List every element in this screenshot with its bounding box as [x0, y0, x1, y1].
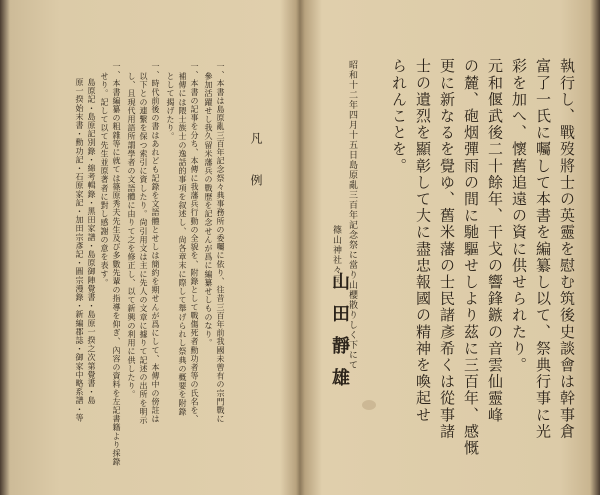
note-line-6: 一、時代前後の書はあれども記錄を文語體とせしは簡約を期せんが爲にして、本傳中の傍註は	[151, 62, 160, 424]
body-line-4: 元和偃武後二十餘年、干戈の響鋒鏃の音雲仙靈峰	[486, 58, 504, 424]
body-line-5: の麓、砲烟彈雨の間に馳驅せしより茲に三百年、感慨	[462, 58, 480, 457]
page-heading: 凡例	[249, 132, 263, 216]
note-line-3: 一、本書の記事を分ち、本傳に我藩兵行動の全貌を、附錄として戰傷死者勳功者等の氏名を、	[190, 62, 199, 424]
note-line-2: 參加活躍せし我久留米藩兵の戰歷を記念せんが爲に編纂せしものなり。	[204, 72, 213, 348]
body-line-7: 士の遺烈を顯彰して大に盡忠報國の精神を喚起せ	[414, 58, 432, 424]
note-line-5: として揭げたり。	[166, 72, 175, 141]
note-line-9: 一、本書編纂の粗雜等に就ては篠原秀夫先生及び多數先輩の指導を仰ぎ、內容の資料を左記書籍より採錄	[112, 62, 121, 467]
note-line-8: し、且現代用語所謂學者の文語體に由りて之を修正し、以て新興の利用に供したり。	[127, 72, 136, 399]
note-line-4: 補傳には隈士族士の逸話的事項を叙述し、尙各章末に際して舉げられし祭典の概要を附錄	[178, 72, 187, 416]
note-line-1: 一、本書は島原亂三百年記念祭々典事務所の委囑に依り、往昔三百年前我國未曾有の宗門戰に	[216, 62, 225, 424]
body-line-1: 執行し、戰歿將士の英靈を慰む筑後史談會は幹事倉	[558, 58, 576, 440]
right-page	[302, 0, 600, 495]
date-line: 昭和十二年四月十五日島原亂三百年記念祭に當り山櫻散りしく下にて	[347, 60, 357, 370]
body-line-2: 富了一氏に囑して本書を編纂し以て、祭典行事に光	[534, 58, 552, 440]
note-line-10: せり。記して以て先生並原著者に對し感謝の意を表す。	[100, 72, 109, 287]
body-line-8: られんことを。	[390, 58, 408, 175]
note-line-11: 島原記・島原記別錄・綿考輯錄・黑田家譜・島原御陣覺書・島原一揆之次第覺書・島	[87, 78, 96, 405]
signature: 山田靜雄	[329, 272, 350, 400]
body-line-6: 更に新なるを覺ゆ、舊米藩の士民諸彥希くは從事諸	[438, 58, 456, 440]
left-page	[0, 0, 298, 495]
note-line-12: 原一揆始末書・勳功記・石原家記・加田宗彥記・圓宗漫錄・新編郡誌・御家中略系譜・等	[75, 78, 84, 422]
shrine-line: 篠山神社々司	[331, 225, 341, 285]
note-line-7: 以下との連繫を保つ索引に資したり。尙引用文は主に先人の文章に據りて記述の出所を明示	[139, 72, 148, 425]
body-line-3: 彩を加へ、懷舊追遠の資に供せられたり。	[510, 58, 528, 374]
paper-stain	[362, 400, 376, 410]
